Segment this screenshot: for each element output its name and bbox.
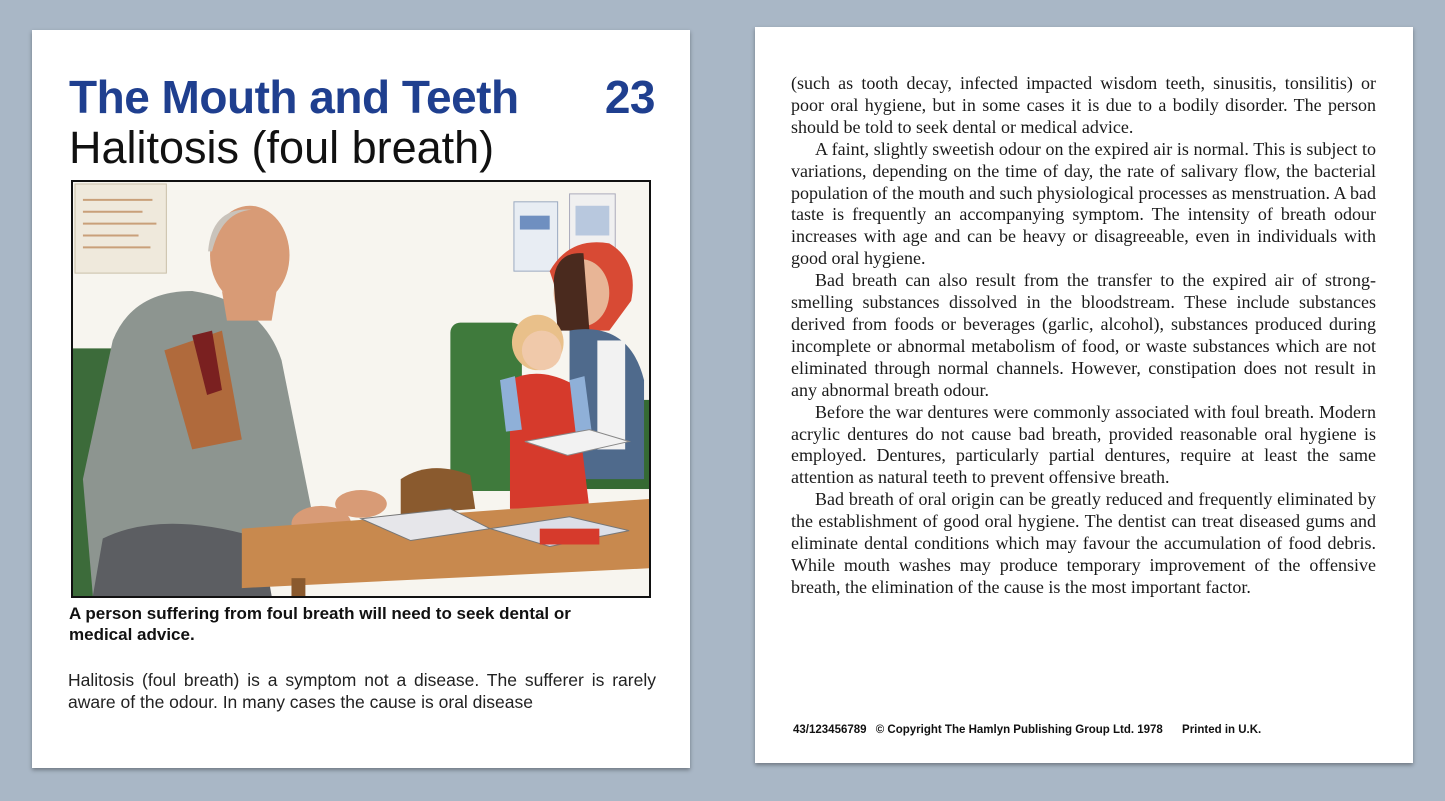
front-body-text: Halitosis (foul breath) is a symptom not a disease. The sufferer is rarely aware of the odour. In many cases the cause is oral disease xyxy=(68,670,656,712)
copyright-notice: © Copyright The Hamlyn Publishing Group Ltd. 1978 xyxy=(875,724,1163,736)
card-back xyxy=(755,27,1413,763)
series-header xyxy=(69,70,655,124)
card-number: 23 xyxy=(604,71,655,123)
printed-in: Printed in U.K. xyxy=(1182,724,1262,736)
illustration xyxy=(71,180,651,598)
series-title: The Mouth and Teeth xyxy=(69,71,519,123)
waiting-room-illustration xyxy=(73,182,649,596)
paragraph: Before the war dentures were commonly associated with foul breath. Modern acrylic dentures do not cause bad breath, provided reasonable oral hygiene is employed. Dentures, particularly partial dentures, require at least the same attention as natural teeth to prevent offensive breath. xyxy=(791,401,1376,488)
card-front xyxy=(32,30,690,768)
paragraph: A faint, slightly sweetish odour on the expired air is normal. This is subject to variations, depending on the time of day, the rate of salivary flow, the bacterial population of the mouth and such physiological processes as menstruation. A bad taste is frequently an accompanying symptom. The intensity of breath odour increases with age and can be heavy or disagreeable, even in individuals with good oral hygiene. xyxy=(791,138,1376,269)
paragraph: Bad breath of oral origin can be greatly reduced and frequently eliminated by the establishment of good oral hygiene. The dentist can treat diseased gums and eliminate dental conditions which may favour the accumulation of food debris. While mouth washes may produce temporary improvement of the offensive breath, the elimination of the cause is the most important factor. xyxy=(791,489,1376,597)
paragraph: (such as tooth decay, infected impacted wisdom teeth, sinusitis, tonsilitis) or poor oral hygiene, but in some cases it is due to a bodily disorder. The person should be told to seek dental or medical advice. xyxy=(791,73,1376,137)
card-code: 43/123456789 xyxy=(793,724,867,736)
back-body-text xyxy=(791,73,1376,599)
paragraph: Bad breath can also result from the transfer to the expired air of strong-smelling substances dissolved in the bloodstream. These include substances derived from foods or beverages (garlic, alcohol), substances produced during incomplete or abnormal metabolism of food, or waste substances which are not eliminated through normal channels. However, constipation does not result in any abnormal breath odour. xyxy=(791,270,1376,400)
card-footer xyxy=(793,724,1267,736)
card-title: Halitosis (foul breath) xyxy=(69,122,495,173)
illustration-caption: A person suffering from foul breath will need to seek dental or medical advice. xyxy=(69,604,571,644)
